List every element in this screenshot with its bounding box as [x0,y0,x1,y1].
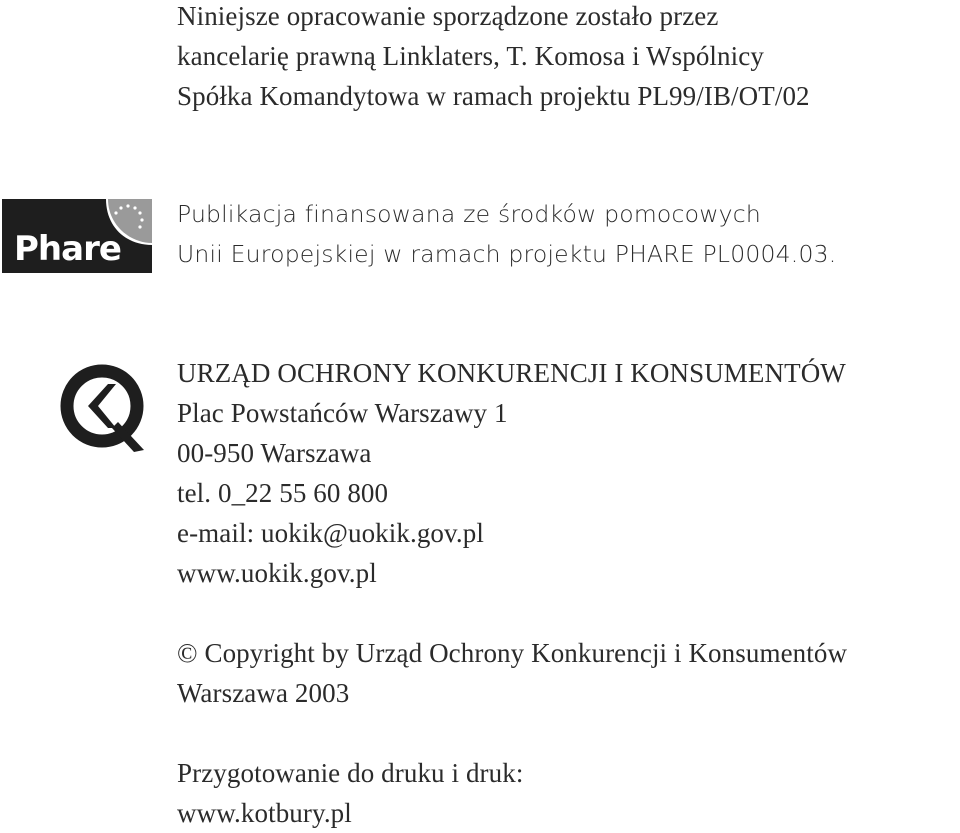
copyright-line-1: © Copyright by Urząd Ochrony Konkurencji i Konsumentów [177,638,848,668]
phare-line-1: Publikacja finansowana ze środków pomocowych [177,200,761,228]
uokik-website: www.uokik.gov.pl [177,558,377,588]
phare-logo [2,199,152,273]
copyright-block [177,633,847,713]
print-credits-block [177,753,523,833]
print-line-1: Przygotowanie do druku i druk: [177,758,524,788]
uokik-name: URZĄD OCHRONY KONKURENCJI I KONSUMENTÓW [177,358,846,388]
uokik-address: Plac Powstańców Warszawy 1 [177,398,508,428]
phare-funding-block [177,194,836,274]
uokik-logo-chevron [88,384,116,428]
uokik-logo-ring [67,371,137,441]
print-website: www.kotbury.pl [177,798,352,828]
credits-line-1: Niniejsze opracowanie sporządzone zostało przez [177,1,719,31]
uokik-phone: tel. 0_22 55 60 800 [177,478,389,508]
credits-line-3: Spółka Komandytowa w ramach projektu PL99/IB/OT/02 [177,81,810,111]
uokik-logo [58,362,150,454]
uokik-email: e-mail: uokik@uokik.gov.pl [177,518,484,548]
credits-block [177,0,810,116]
uokik-city: 00-950 Warszawa [177,438,372,468]
credits-line-2: kancelarię prawną Linklaters, T. Komosa i Wspólnicy [177,41,764,71]
phare-logo-text: Phare [14,229,121,269]
uokik-contact-block [177,353,846,593]
copyright-line-2: Warszawa 2003 [177,678,350,708]
phare-line-2: Unii Europejskiej w ramach projektu PHARE PL0004.03. [177,240,837,268]
